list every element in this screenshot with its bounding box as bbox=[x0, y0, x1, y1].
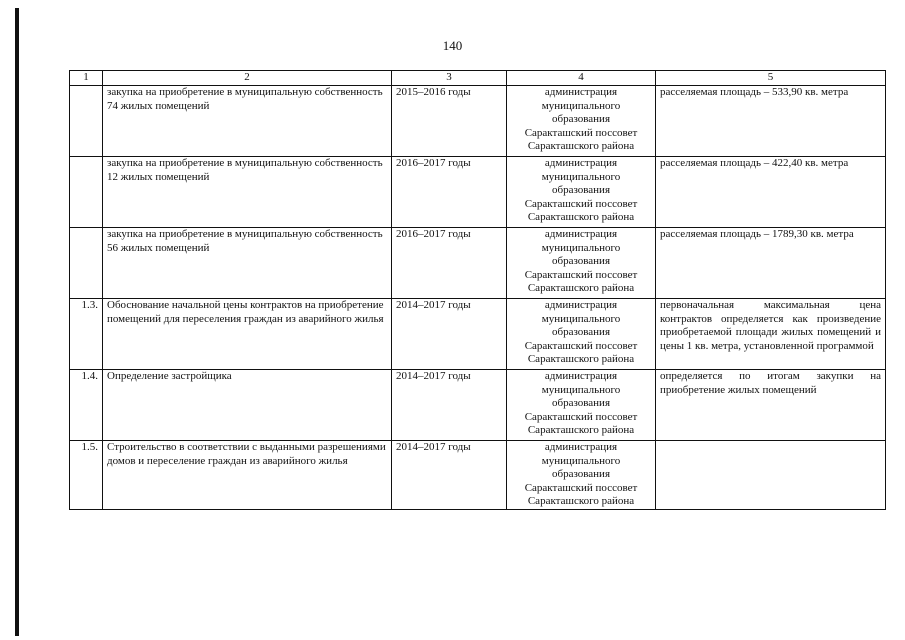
executor-line: муниципального bbox=[541, 383, 621, 396]
period-cell: 2016–2017 годы bbox=[392, 157, 507, 228]
table-row bbox=[70, 299, 886, 370]
activity-cell: закупка на приобретение в муниципальную собственность 12 жилых помещений bbox=[103, 157, 392, 228]
result-cell: расселяемая площадь – 422,40 кв. метра bbox=[656, 157, 886, 228]
item-number-cell bbox=[70, 157, 103, 228]
executor-line: администрация bbox=[544, 370, 618, 382]
column-header-5: 5 bbox=[656, 71, 886, 86]
executor-line: Саракташский поссовет bbox=[524, 339, 638, 352]
executor-line: Саракташского района bbox=[527, 282, 635, 294]
table-row bbox=[70, 228, 886, 299]
activity-cell: Строительство в соответствии с выданными разрешениями домов и переселение граждан из аварийного жилья bbox=[103, 441, 392, 510]
executor-line: Саракташского района bbox=[527, 424, 635, 436]
period-cell: 2014–2017 годы bbox=[392, 370, 507, 441]
period-cell: 2016–2017 годы bbox=[392, 228, 507, 299]
table-row bbox=[70, 157, 886, 228]
item-number-cell: 1.5. bbox=[70, 441, 103, 510]
executor-line: администрация bbox=[544, 86, 618, 98]
executor-line: образования bbox=[551, 184, 611, 196]
executor-line: Саракташского района bbox=[527, 140, 635, 152]
item-number-cell: 1.4. bbox=[70, 370, 103, 441]
activity-cell: Определение застройщика bbox=[103, 370, 392, 441]
executor-line: Саракташского района bbox=[527, 211, 635, 223]
period-cell: 2014–2017 годы bbox=[392, 441, 507, 510]
activity-cell: Обоснование начальной цены контрактов на приобретение помещений для переселения граждан из аварийного жилья bbox=[103, 299, 392, 370]
executor-cell bbox=[507, 228, 656, 299]
executor-cell bbox=[507, 157, 656, 228]
activity-cell: закупка на приобретение в муниципальную собственность 74 жилых помещений bbox=[103, 86, 392, 157]
result-cell: первоначальная максимальная цена контрактов определяется как произведение приобретаемой площади жилых помещений и цены 1 кв. метра, установленной программой bbox=[656, 299, 886, 370]
column-header-3: 3 bbox=[392, 71, 507, 86]
period-cell: 2014–2017 годы bbox=[392, 299, 507, 370]
item-number-cell: 1.3. bbox=[70, 299, 103, 370]
executor-line: муниципального bbox=[541, 454, 621, 467]
table-header-row bbox=[70, 71, 886, 86]
executor-line: Саракташский поссовет bbox=[524, 126, 638, 139]
executor-cell bbox=[507, 299, 656, 370]
executor-line: Саракташский поссовет bbox=[524, 197, 638, 210]
executor-line: Саракташского района bbox=[527, 495, 635, 507]
column-header-2: 2 bbox=[103, 71, 392, 86]
executor-line: Саракташского района bbox=[527, 353, 635, 365]
result-cell: расселяемая площадь – 1789,30 кв. метра bbox=[656, 228, 886, 299]
executor-line: муниципального bbox=[541, 312, 621, 325]
table-row bbox=[70, 370, 886, 441]
executor-cell bbox=[507, 370, 656, 441]
page-number: 140 bbox=[442, 38, 463, 53]
activity-cell: закупка на приобретение в муниципальную собственность 56 жилых помещений bbox=[103, 228, 392, 299]
result-cell: определяется по итогам закупки на приобретение жилых помещений bbox=[656, 370, 886, 441]
executor-line: муниципального bbox=[541, 241, 621, 254]
executor-line: образования bbox=[551, 468, 611, 480]
result-cell bbox=[656, 441, 886, 510]
executor-line: муниципального bbox=[541, 170, 621, 183]
executor-line: Саракташский поссовет bbox=[524, 481, 638, 494]
period-cell: 2015–2016 годы bbox=[392, 86, 507, 157]
item-number-cell bbox=[70, 86, 103, 157]
executor-line: администрация bbox=[544, 299, 618, 311]
executor-cell bbox=[507, 441, 656, 510]
executor-line: администрация bbox=[544, 441, 618, 453]
table-row bbox=[70, 441, 886, 510]
executor-line: Саракташский поссовет bbox=[524, 268, 638, 281]
executor-line: Саракташский поссовет bbox=[524, 410, 638, 423]
executor-line: образования bbox=[551, 397, 611, 409]
column-header-1: 1 bbox=[70, 71, 103, 86]
result-cell: расселяемая площадь – 533,90 кв. метра bbox=[656, 86, 886, 157]
executor-line: образования bbox=[551, 113, 611, 125]
measures-table bbox=[69, 70, 886, 510]
executor-cell bbox=[507, 86, 656, 157]
executor-line: муниципального bbox=[541, 99, 621, 112]
page-edge-bar bbox=[15, 8, 19, 636]
executor-line: администрация bbox=[544, 157, 618, 169]
item-number-cell bbox=[70, 228, 103, 299]
table-row bbox=[70, 86, 886, 157]
executor-line: администрация bbox=[544, 228, 618, 240]
executor-line: образования bbox=[551, 255, 611, 267]
table-body bbox=[70, 86, 886, 510]
column-header-4: 4 bbox=[507, 71, 656, 86]
executor-line: образования bbox=[551, 326, 611, 338]
